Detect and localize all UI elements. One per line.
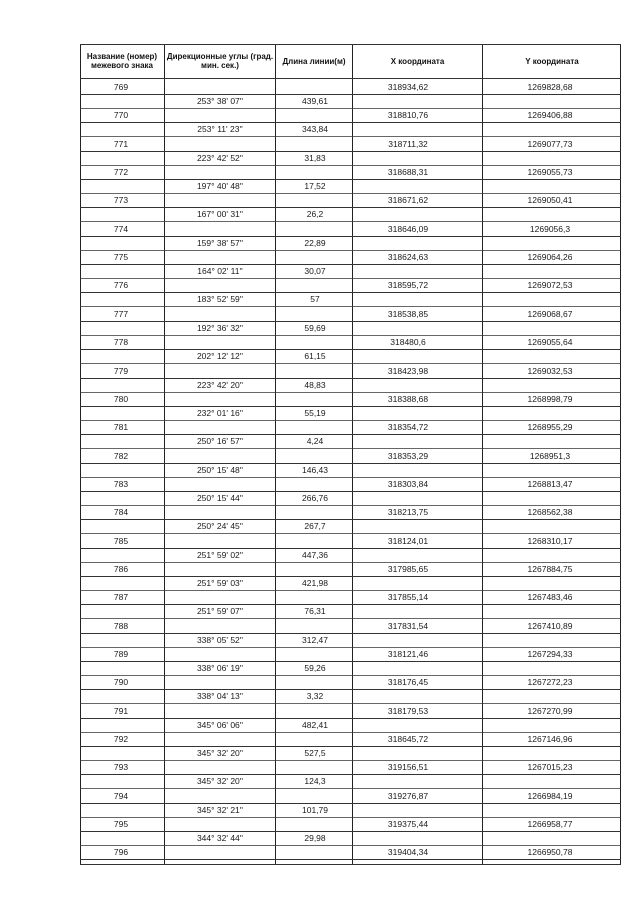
direction-angle-cell: 202° 12' 12'' [196,351,244,362]
point-name-cell: 791 [113,705,129,716]
row-divider [80,363,621,364]
y-coordinate-cell: 1269032,53 [527,365,573,376]
x-coordinate-cell: 318213,75 [387,507,429,518]
line-length-cell: 527,5 [304,748,326,759]
row-divider [80,505,621,506]
line-length-cell: 59,26 [304,663,326,673]
direction-angle-cell: 251° 59' 02'' [196,549,244,560]
y-coordinate-cell: 1266958,77 [527,819,573,830]
line-length-cell: 447,36 [302,549,328,560]
line-length-cell: 26,2 [306,209,324,220]
x-coordinate-cell: 318121,46 [387,649,429,659]
direction-angle-cell: 345° 32' 20'' [196,748,244,759]
header-direction-angles: Дирекционные углы (град. мин. сек.) [166,52,274,70]
line-length-cell: 76,31 [304,606,326,617]
y-coordinate-cell: 1269055,64 [527,337,573,348]
direction-angle-cell: 250° 16' 57'' [196,436,244,447]
y-coordinate-cell: 1269056,3 [529,223,571,234]
y-coordinate-cell: 1269077,73 [527,138,573,149]
row-divider [80,562,621,563]
row-divider [80,179,621,180]
line-length-cell: 421,98 [302,577,328,588]
row-divider [80,434,621,435]
row-divider [80,703,621,704]
point-name-cell: 796 [113,847,129,858]
direction-angle-cell: 344° 32' 44'' [196,833,244,844]
direction-angle-cell: 250° 15' 48'' [196,464,244,475]
direction-angle-cell: 223° 42' 52'' [196,152,244,163]
x-coordinate-cell: 318688,31 [387,167,429,178]
line-length-cell: 61,15 [304,351,326,362]
direction-angle-cell: 250° 15' 44'' [196,492,244,503]
point-name-cell: 770 [113,110,129,121]
row-divider [80,590,621,591]
point-name-cell: 775 [113,252,129,263]
direction-angle-cell: 345° 32' 20'' [196,776,244,787]
line-length-cell: 343,84 [302,124,328,135]
point-name-cell: 773 [113,195,129,206]
line-length-cell: 48,83 [304,379,326,390]
point-name-cell: 777 [113,308,129,319]
direction-angle-cell: 232° 01' 16'' [196,407,244,418]
row-divider [80,604,621,605]
point-name-cell: 769 [113,82,129,92]
x-coordinate-cell: 318671,62 [387,195,429,206]
line-length-cell: 439,61 [302,96,328,106]
x-coordinate-cell: 317985,65 [387,563,429,574]
line-length-cell: 29,98 [304,833,326,844]
y-coordinate-cell: 1269072,53 [527,280,573,291]
header-x-coordinate: X координата [390,56,445,66]
direction-angle-cell: 251° 59' 03'' [196,577,244,588]
row-divider [80,420,621,421]
column-divider [620,44,621,865]
line-length-cell: 17,52 [304,181,326,192]
x-coordinate-cell: 318480,6 [390,337,426,348]
header-bottom-border [80,78,621,79]
row-divider [80,618,621,619]
point-name-cell: 788 [113,620,129,631]
row-divider [80,448,621,449]
direction-angle-cell: 164° 02' 11'' [197,266,243,277]
point-name-cell: 795 [113,819,129,830]
point-name-cell: 790 [113,677,129,688]
line-length-cell: 3,32 [306,691,324,702]
x-coordinate-cell: 318124,01 [387,535,429,546]
x-coordinate-cell: 318303,84 [387,478,429,489]
column-divider [80,44,81,865]
point-name-cell: 772 [113,167,129,178]
line-length-cell: 57 [310,294,320,305]
direction-angle-cell: 159° 38' 57'' [196,237,244,248]
row-divider [80,576,621,577]
y-coordinate-cell: 1267483,46 [527,592,573,603]
row-divider [80,845,621,846]
y-coordinate-cell: 1268562,38 [527,507,573,518]
row-divider [80,136,621,137]
x-coordinate-cell: 318646,09 [387,223,429,234]
row-divider [80,392,621,393]
line-length-cell: 22,89 [304,237,326,248]
x-coordinate-cell: 317855,14 [387,592,429,603]
row-divider [80,165,621,166]
row-divider [80,378,621,379]
y-coordinate-cell: 1267884,75 [527,563,573,574]
point-name-cell: 787 [113,592,129,603]
row-divider [80,122,621,123]
x-coordinate-cell: 318810,76 [387,110,429,121]
direction-angle-cell: 338° 06' 19'' [196,663,244,673]
x-coordinate-cell: 318538,85 [387,308,429,319]
row-divider [80,817,621,818]
row-divider [80,193,621,194]
row-divider [80,689,621,690]
point-name-cell: 781 [113,422,129,433]
row-divider [80,491,621,492]
line-length-cell: 312,47 [302,634,328,645]
x-coordinate-cell: 318711,32 [388,138,428,149]
direction-angle-cell: 253° 38' 07'' [196,96,244,106]
y-coordinate-cell: 1267272,23 [527,677,573,688]
direction-angle-cell: 338° 04' 13'' [196,691,244,702]
table-top-border [80,44,621,45]
row-divider [80,463,621,464]
x-coordinate-cell: 318645,72 [387,734,429,745]
line-length-cell: 124,3 [304,776,326,787]
y-coordinate-cell: 1269064,26 [527,252,573,263]
table-bottom-border [80,864,621,865]
point-name-cell: 779 [113,365,129,376]
row-divider [80,292,621,293]
row-divider [80,718,621,719]
x-coordinate-cell: 318624,63 [387,252,429,263]
direction-angle-cell: 253° 11' 23'' [197,124,243,135]
y-coordinate-cell: 1269828,68 [527,82,573,92]
row-divider [80,746,621,747]
direction-angle-cell: 192° 36' 32'' [196,322,244,333]
x-coordinate-cell: 319375,44 [387,819,429,830]
y-coordinate-cell: 1267146,96 [527,734,573,745]
line-length-cell: 59,69 [304,322,326,333]
row-divider [80,732,621,733]
line-length-cell: 30,07 [304,266,326,277]
header-point-name: Название (номер) межевого знака [86,52,158,70]
row-divider [80,349,621,350]
direction-angle-cell: 345° 06' 06'' [196,719,244,730]
y-coordinate-cell: 1268813,47 [527,478,573,489]
x-coordinate-cell: 317831,54 [387,620,429,631]
x-coordinate-cell: 318354,72 [387,422,429,433]
y-coordinate-cell: 1267015,23 [527,762,573,773]
y-coordinate-cell: 1269055,73 [527,167,573,178]
point-name-cell: 783 [113,478,129,489]
y-coordinate-cell: 1269068,67 [527,308,573,319]
column-divider [352,44,353,865]
row-divider [80,760,621,761]
point-name-cell: 792 [113,734,129,745]
direction-angle-cell: 338° 05' 52'' [196,634,244,645]
row-divider [80,788,621,789]
point-name-cell: 778 [113,337,129,348]
line-length-cell: 482,41 [302,719,328,730]
row-divider [80,633,621,634]
y-coordinate-cell: 1269050,41 [527,195,573,206]
row-divider [80,335,621,336]
x-coordinate-cell: 318934,62 [387,82,429,92]
row-divider [80,264,621,265]
point-name-cell: 785 [113,535,129,546]
x-coordinate-cell: 319276,87 [387,790,429,801]
direction-angle-cell: 183° 52' 59'' [196,294,244,305]
column-divider [164,44,165,865]
y-coordinate-cell: 1267410,89 [527,620,573,631]
point-name-cell: 780 [113,393,129,404]
row-divider [80,675,621,676]
row-divider [80,321,621,322]
x-coordinate-cell: 318388,68 [387,393,429,404]
row-divider [80,477,621,478]
x-coordinate-cell: 318176,45 [387,677,429,688]
row-divider [80,533,621,534]
point-name-cell: 771 [113,138,129,149]
row-divider [80,250,621,251]
y-coordinate-cell: 1268310,17 [527,535,573,546]
direction-angle-cell: 251° 59' 07'' [196,606,244,617]
direction-angle-cell: 250° 24' 45'' [196,521,244,532]
column-divider [275,44,276,865]
column-divider [482,44,483,865]
point-name-cell: 784 [113,507,129,518]
y-coordinate-cell: 1269406,88 [527,110,573,121]
header-line-length: Длина линии(м) [282,56,346,66]
y-coordinate-cell: 1268998,79 [527,393,573,404]
row-divider [80,236,621,237]
boundary-coordinates-table [80,44,621,865]
row-divider [80,306,621,307]
direction-angle-cell: 223° 42' 20'' [196,379,244,390]
x-coordinate-cell: 318595,72 [387,280,429,291]
row-divider [80,207,621,208]
row-divider [80,661,621,662]
direction-angle-cell: 197° 40' 48'' [196,181,244,192]
point-name-cell: 774 [113,223,129,234]
line-length-cell: 266,76 [302,492,328,503]
row-divider [80,151,621,152]
line-length-cell: 4,24 [306,436,324,447]
point-name-cell: 786 [113,563,129,574]
direction-angle-cell: 345° 32' 21'' [196,804,244,815]
line-length-cell: 267,7 [304,521,326,532]
point-name-cell: 793 [113,762,129,773]
direction-angle-cell: 167° 00' 31'' [196,209,244,220]
line-length-cell: 101,79 [302,804,328,815]
line-length-cell: 55,19 [304,407,326,418]
line-length-cell: 146,43 [302,464,328,475]
y-coordinate-cell: 1268951,3 [529,450,571,461]
row-divider [80,803,621,804]
row-divider [80,774,621,775]
y-coordinate-cell: 1268955,29 [527,422,573,433]
row-divider [80,221,621,222]
y-coordinate-cell: 1267294,33 [527,649,573,659]
row-divider [80,406,621,407]
y-coordinate-cell: 1266950,78 [527,847,573,858]
header-y-coordinate: Y координата [525,56,579,66]
x-coordinate-cell: 319156,51 [387,762,429,773]
point-name-cell: 789 [113,649,129,659]
y-coordinate-cell: 1266984,19 [527,790,573,801]
row-divider [80,647,621,648]
x-coordinate-cell: 318353,29 [387,450,429,461]
point-name-cell: 794 [113,790,129,801]
point-name-cell: 776 [113,280,129,291]
row-divider [80,831,621,832]
row-divider [80,108,621,109]
row-divider [80,519,621,520]
row-divider [80,548,621,549]
y-coordinate-cell: 1267270,99 [527,705,573,716]
line-length-cell: 31,83 [304,152,326,163]
row-divider [80,94,621,95]
row-divider [80,278,621,279]
point-name-cell: 782 [113,450,129,461]
x-coordinate-cell: 318179,53 [387,705,429,716]
x-coordinate-cell: 318423,98 [387,365,429,376]
row-divider [80,859,621,860]
x-coordinate-cell: 319404,34 [387,847,429,858]
